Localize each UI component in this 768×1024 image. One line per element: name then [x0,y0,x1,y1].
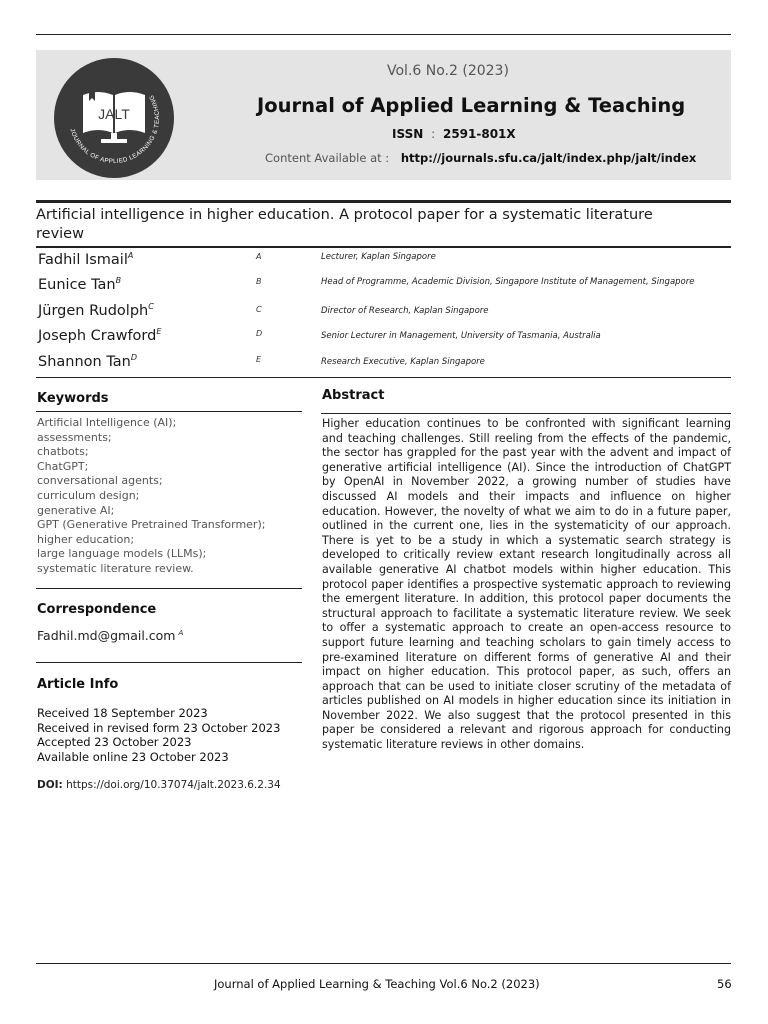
issn-value: 2591-801X [442,127,516,141]
paper-title: Artificial intelligence in higher education. A protocol paper for a systematic literature review [36,207,653,242]
affiliation-letter: D [256,329,263,338]
email-link[interactable]: Fadhil.md@gmail.com [37,628,176,643]
content-available-row [265,151,696,165]
doi-link[interactable]: https://doi.org/10.37074/jalt.2023.6.2.34 [66,779,281,791]
keywords-heading-rule [36,411,302,412]
author-name-text: Jürgen Rudolph [38,303,149,319]
correspondence-bottom-rule [36,662,302,663]
footer-journal: Journal of Applied Learning & Teaching Vol.6 No.2 (2023) [214,977,540,991]
keyword-item: GPT (Generative Pretrained Transformer); [37,518,266,532]
keywords-heading: Keywords [37,391,109,406]
issn-row [392,127,516,141]
content-available-label: Content Available at : [265,151,390,165]
author-name [38,276,121,293]
keyword-item: curriculum design; [37,488,140,502]
issn-label: ISSN [392,127,424,141]
jalt-logo [53,57,175,179]
logo-initials: JALT [98,106,130,122]
footer-rule [36,963,731,964]
keyword-item: generative AI; [37,503,115,517]
article-date: Received 18 September 2023 [37,706,208,720]
author-superscript: B [115,276,122,285]
affiliation-text: Lecturer, Kaplan Singapore [321,252,436,262]
author-name [38,251,133,268]
doi-row [37,779,281,791]
affiliation-letter: C [256,305,262,314]
top-rule [36,34,731,35]
journal-url-link[interactable]: http://journals.sfu.ca/jalt/index.php/jalt/index [400,151,697,165]
author-name-text: Fadhil Ismail [38,252,128,268]
abstract-body: Higher education continues to be confronted with significant learning and teaching challenges. Still reeling from the effects of the pandemic, the sector has grappled for the past year with the advent and impact of generative artificial intelligence (AI). Since the introduction of ChatGPT by OpenAI in November 2022, a growing number of studies have discussed AI models and their impacts and influence on higher education. However, the novelty of what we aim to do in a future paper, outlined in the current one, lies in the systematicity of our approach. There is yet to be a study in which a systematic search strategy is developed to critically review extant research longitudinally across all available generative AI chatbot models within higher education. This protocol paper identifies a prospective systematic approach to reviewing the emergent literature. In addition, this protocol paper documents the structural approach to facilitate a systematic literature review. We seek to offer a systematic approach to create an open-access resource to support future learning and teaching scholars to gain timely access to pre-examined literature on different forms of generative AI and their impact on higher education. This protocol paper, as such, offers an approach that can be used to initiate closer scrutiny of the metadata of articles published on AI models in higher education since its initiation in November 2022. We also suggest that the protocol presented in this paper be considered a relevant and rigorous approach for conducting systematic literature reviews in other domains. [322,417,731,752]
author-superscript: D [130,353,138,362]
author-name-text: Eunice Tan [38,277,116,293]
affiliation-text: Research Executive, Kaplan Singapore [321,357,485,367]
page-number: 56 [717,977,732,991]
author-name-text: Shannon Tan [38,354,131,370]
affiliation-text: Senior Lecturer in Management, University of Tasmania, Australia [321,331,601,341]
keywords-list [37,416,265,577]
correspondence-email [37,628,183,643]
keyword-item: assessments; [37,430,112,444]
keyword-item: Artificial Intelligence (AI); [37,416,177,429]
affiliation-text: Head of Programme, Academic Division, Singapore Institute of Management, Singapore [321,277,695,287]
keyword-item: higher education; [37,532,135,546]
author-name-text: Joseph Crawford [38,328,157,344]
title-top-rule [36,200,731,203]
author-superscript: C [148,302,154,311]
journal-volume: Vol.6 No.2 (2023) [387,63,509,79]
keyword-item: large language models (LLMs); [37,547,207,561]
affiliation-letter: A [256,252,262,261]
author-name [38,327,161,344]
correspondence-heading: Correspondence [37,602,157,617]
article-date: Received in revised form 23 October 2023 [37,720,281,735]
keyword-item: conversational agents; [37,474,163,488]
article-info-list [37,706,280,764]
author-name [38,302,154,319]
keyword-item: chatbots; [37,445,89,459]
logo-ring-text: JOURNAL OF APPLIED LEARNING & TEACHING [68,93,162,166]
keyword-item: systematic literature review. [37,561,194,575]
affiliation-text: Director of Research, Kaplan Singapore [321,306,489,316]
article-info-heading: Article Info [37,677,119,692]
author-superscript: E [156,327,162,336]
authors-bottom-rule [36,377,731,378]
affiliation-letter: B [256,277,262,286]
keyword-item: ChatGPT; [37,459,89,473]
issn-separator: : [431,127,436,141]
journal-title: Journal of Applied Learning & Teaching [257,94,686,117]
abstract-heading-rule [321,413,731,414]
doi-label: DOI: [37,779,63,791]
article-date: Accepted 23 October 2023 [37,735,192,750]
author-name [38,353,137,370]
article-date: Available online 23 October 2023 [37,749,229,764]
abstract-heading: Abstract [322,388,385,403]
keywords-bottom-rule [36,588,302,589]
author-superscript: A [127,251,134,260]
affiliation-letter: E [256,355,262,364]
title-bottom-rule [36,246,731,248]
email-superscript: A [178,629,184,637]
